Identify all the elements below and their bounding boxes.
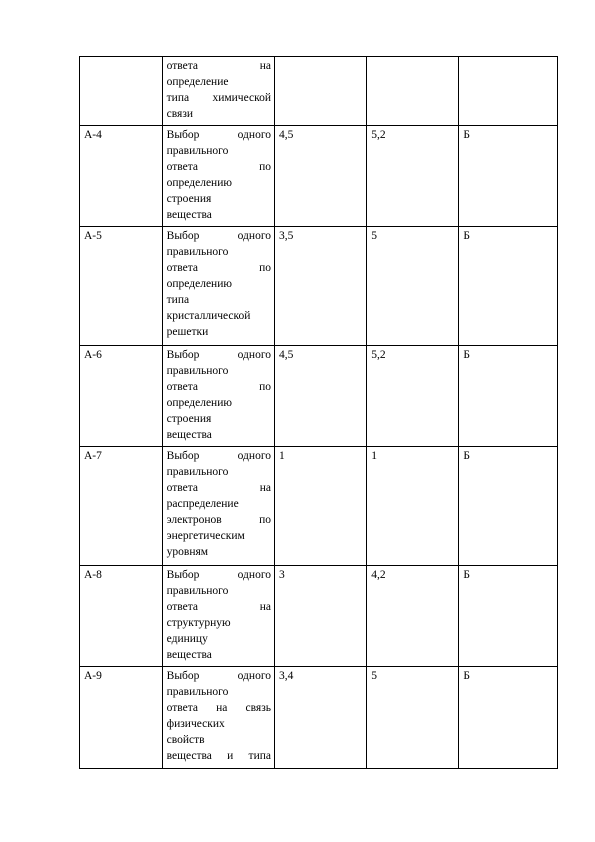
description-line: правильного (166, 585, 229, 597)
task-description-cell (162, 667, 274, 769)
description-line: кристаллической (166, 310, 251, 322)
description-line: электронов по (166, 514, 271, 526)
description-line: Выбор одного (166, 230, 271, 242)
level-cell: Б (459, 346, 558, 447)
task-description-cell (162, 447, 274, 566)
level-cell: Б (459, 447, 558, 566)
description-line: физических (166, 718, 225, 730)
task-code-cell: А-7 (80, 447, 163, 566)
level-cell: Б (459, 227, 558, 346)
description-line: определению (166, 177, 232, 189)
value-a-cell (275, 57, 367, 126)
description-line: правильного (166, 466, 229, 478)
table-row (80, 447, 558, 566)
description-line: распределение (166, 498, 239, 510)
description-line: определению (166, 397, 232, 409)
description-line: ответа на (166, 60, 271, 72)
value-a-cell: 3,4 (275, 667, 367, 769)
table-row (80, 346, 558, 447)
task-code-cell: А-5 (80, 227, 163, 346)
task-description-cell (162, 57, 274, 126)
description-line: определение (166, 76, 229, 88)
description-line: типа химической (166, 92, 271, 104)
description-line: правильного (166, 365, 229, 377)
value-b-cell: 5 (367, 227, 459, 346)
description-line: вещества (166, 429, 212, 441)
description-line: ответа по (166, 381, 271, 393)
task-description-cell (162, 346, 274, 447)
description-line: Выбор одного (166, 569, 271, 581)
description-line: энергетическим (166, 530, 245, 542)
description-line: Выбор одного (166, 349, 271, 361)
value-a-cell: 3,5 (275, 227, 367, 346)
description-line: типа (166, 294, 190, 306)
level-cell: Б (459, 667, 558, 769)
task-code-cell: А-9 (80, 667, 163, 769)
value-a-cell: 4,5 (275, 126, 367, 227)
value-b-cell: 5 (367, 667, 459, 769)
description-line: строения (166, 193, 212, 205)
task-table (79, 56, 558, 769)
task-description-cell (162, 566, 274, 667)
description-line: ответа на (166, 482, 271, 494)
description-line: решетки (166, 326, 209, 338)
description-line: вещества и типа (166, 750, 271, 762)
task-code-cell: А-8 (80, 566, 163, 667)
task-description-cell (162, 227, 274, 346)
task-code-cell (80, 57, 163, 126)
description-line: ответа на (166, 601, 271, 613)
table-row (80, 227, 558, 346)
description-line: единицу (166, 633, 208, 645)
level-cell (459, 57, 558, 126)
description-line: Выбор одного (166, 450, 271, 462)
value-b-cell: 5,2 (367, 126, 459, 227)
description-line: структурную (166, 617, 231, 629)
value-a-cell: 3 (275, 566, 367, 667)
description-line: правильного (166, 246, 229, 258)
table-row (80, 667, 558, 769)
description-line: связи (166, 108, 194, 120)
value-b-cell: 4,2 (367, 566, 459, 667)
value-a-cell: 1 (275, 447, 367, 566)
description-line: вещества (166, 649, 212, 661)
value-b-cell: 1 (367, 447, 459, 566)
task-table-body (80, 57, 558, 769)
description-line: свойств (166, 734, 205, 746)
description-line: уровням (166, 546, 209, 558)
task-code-cell: А-4 (80, 126, 163, 227)
description-line: ответа по (166, 161, 271, 173)
description-line: правильного (166, 686, 229, 698)
task-description-cell (162, 126, 274, 227)
value-b-cell (367, 57, 459, 126)
description-line: ответа по (166, 262, 271, 274)
table-row (80, 57, 558, 126)
description-line: ответа на связь (166, 702, 271, 714)
level-cell: Б (459, 126, 558, 227)
task-code-cell: А-6 (80, 346, 163, 447)
description-line: строения (166, 413, 212, 425)
level-cell: Б (459, 566, 558, 667)
description-line: правильного (166, 145, 229, 157)
description-line: определению (166, 278, 232, 290)
value-a-cell: 4,5 (275, 346, 367, 447)
description-line: Выбор одного (166, 670, 271, 682)
table-row (80, 126, 558, 227)
description-line: Выбор одного (166, 129, 271, 141)
description-line: вещества (166, 209, 212, 221)
value-b-cell: 5,2 (367, 346, 459, 447)
table-row (80, 566, 558, 667)
